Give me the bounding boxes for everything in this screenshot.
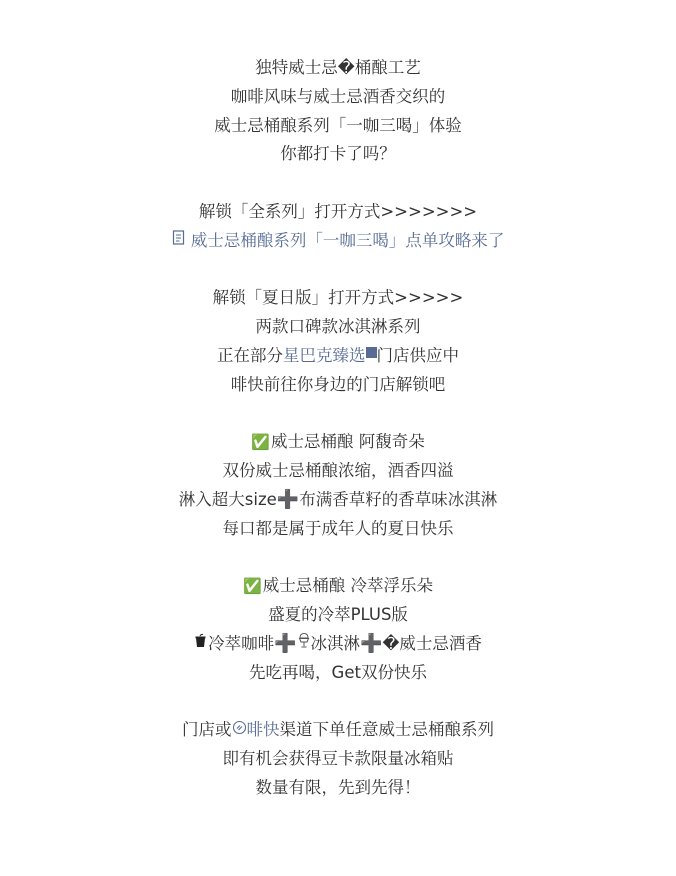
cold-float-line-4: 先吃再喝，Get双份快乐 [249, 662, 427, 682]
cold-float-title: 威士忌桶酿 冷萃浮乐朵 [262, 576, 433, 596]
ordering-guide-link-line[interactable] [0, 227, 676, 256]
cold-brew-text: 冷萃咖啡 [208, 633, 275, 653]
unlock-all-heading: 解锁「全系列」打开方式>>>>>>> [198, 201, 478, 221]
intro-line-1: 独特威士忌�桶酿工艺 [255, 58, 421, 77]
link-icon [232, 716, 247, 745]
affogato-line-4: 每口都是属于成年人的夏日快乐 [222, 518, 454, 538]
intro-line-2: 咖啡风味与威士忌酒香交织的 [230, 86, 446, 106]
summer-line-4: 啡快前往你身边的门店解锁吧 [230, 374, 446, 394]
intro-line-3: 威士忌桶酿系列「一咖三喝」体验 [214, 115, 462, 135]
plus-icon: ➕ [276, 488, 300, 510]
ice-cream-text: 冰淇淋 [310, 633, 361, 653]
unlock-summer-heading: 解锁「夏日版」打开方式>>>>> [212, 288, 464, 308]
summer-line-3-after: 门店供应中 [376, 345, 459, 365]
ice-cream-icon [297, 630, 311, 659]
summer-line-3-before: 正在部分 [217, 345, 283, 365]
plus-icon: ➕ [360, 632, 383, 654]
summer-line-2: 两款口碑款冰淇淋系列 [255, 317, 421, 337]
promo-line-1-before: 门店或 [182, 720, 232, 740]
check-icon: ✅ [251, 433, 270, 452]
spacer [0, 400, 676, 429]
ordering-guide-link[interactable]: 威士忌桶酿系列「一咖三喝」点单攻略来了 [190, 230, 505, 250]
spacer [0, 256, 676, 285]
starbucks-now-link[interactable] [232, 720, 280, 739]
article-body [0, 54, 676, 803]
square-icon [366, 347, 377, 358]
affogato-line-3-before: 淋入超大size [178, 489, 277, 509]
affogato-title-line [0, 428, 676, 457]
affogato-line-3 [0, 486, 676, 515]
promo-line-2: 即有机会获得豆卡款限量冰箱贴 [222, 749, 454, 769]
spacer [0, 688, 676, 717]
cold-float-line-3 [0, 630, 676, 659]
spacer [0, 544, 676, 573]
document-icon [172, 227, 186, 256]
whisky-aroma-text: �威士忌酒香 [382, 633, 482, 653]
promo-line-1 [0, 716, 676, 745]
cold-float-title-line [0, 572, 676, 601]
plus-icon: ➕ [274, 632, 297, 654]
affogato-line-2: 双份威士忌桶酿浓缩，酒香四溢 [222, 461, 454, 481]
coffee-cup-icon [194, 630, 208, 659]
promo-line-1-after: 渠道下单任意威士忌桶酿系列 [279, 720, 494, 740]
check-icon: ✅ [243, 577, 262, 596]
intro-line-4: 你都打卡了吗？ [280, 144, 396, 164]
reserve-store-link[interactable]: 星巴克臻选 [283, 345, 366, 365]
summer-line-3 [0, 342, 676, 371]
cold-float-line-2: 盛夏的冷萃PLUS版 [268, 605, 408, 625]
affogato-title: 威士忌桶酿 阿馥奇朵 [270, 432, 425, 452]
affogato-line-3-after: 布满香草籽的香草味冰淇淋 [299, 489, 498, 509]
starbucks-now-link-text: 啡快 [246, 720, 280, 740]
promo-line-3: 数量有限，先到先得！ [255, 777, 421, 797]
spacer [0, 169, 676, 198]
